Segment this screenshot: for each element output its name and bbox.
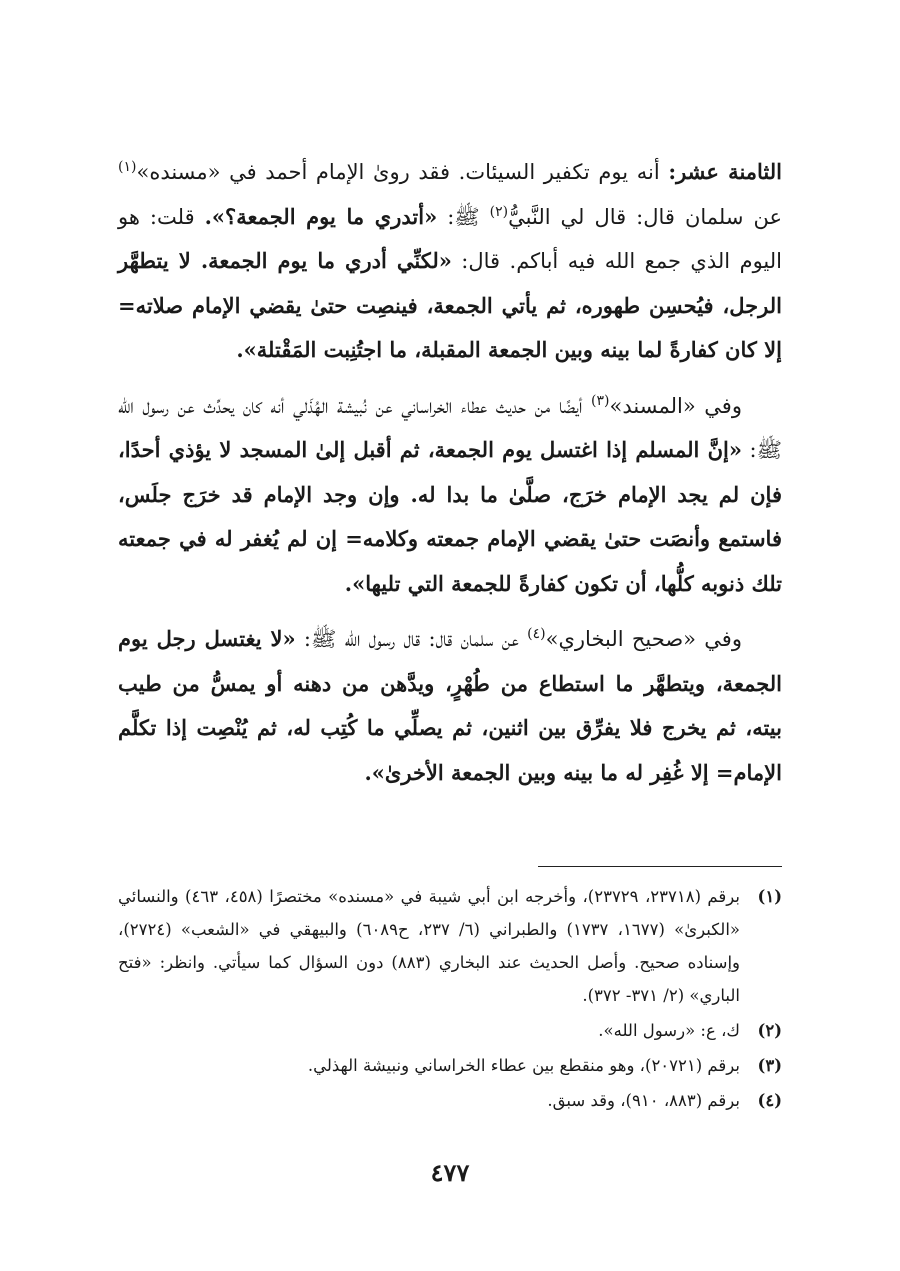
paragraph-3 xyxy=(118,617,782,795)
hadith-quote: «أتدري ما يوم الجمعة؟». xyxy=(204,203,438,229)
footnote-text: برقم (٨٨٣، ٩١٠)، وقد سبق. xyxy=(547,1091,740,1110)
main-text xyxy=(118,150,782,806)
paragraph-text: ﷺ: xyxy=(437,204,490,229)
paragraph-text: عن سلمان قال: قال لي النَّبيُّ xyxy=(508,204,782,229)
footnotes xyxy=(118,880,782,1119)
footnote-item xyxy=(118,1084,782,1117)
footnote-item xyxy=(118,1049,782,1082)
paragraph-1 xyxy=(118,150,782,373)
paragraph-text: أيضًا من حديث عطاء الخراساني عن نُبيشة الهُذَلي أنه كان يحدِّث عن رسول الله ﷺ: xyxy=(118,393,782,462)
hadith-quote: «لا يغتسل رجل يوم الجمعة، ويتطهَّر ما استطاع من طُهْرٍ، ويدَّهن من دهنه أو يمسُّ من طيب بيته، ثم يخرج فلا يفرِّق بين اثنين، ثم يصلِّي ما كُتِب له، ثم يُنْصِت إذا تكلَّم الإمام= إلا غُفِر له ما بينه وبين الجمعة الأخرىٰ». xyxy=(118,626,782,785)
paragraph-text: قلت: هو اليوم الذي جمع الله فيه أباكم. قال: xyxy=(118,204,782,273)
footnote-number: (٣) xyxy=(757,1056,782,1075)
footnote-item xyxy=(118,880,782,1012)
paragraph-text: أنه يوم تكفير السيئات. فقد روىٰ الإمام أحمد في «مسنده» xyxy=(136,160,669,184)
footnote-ref[interactable]: (٣) xyxy=(591,392,610,409)
footnote-ref[interactable]: (٢) xyxy=(489,203,509,220)
footnote-number: (٢) xyxy=(757,1021,782,1040)
footnote-ref[interactable]: (١) xyxy=(118,159,137,175)
hadith-quote: «لكنِّي أدري ما يوم الجمعة. لا يتطهَّر الرجل، فيُحسِن طهوره، ثم يأتي الجمعة، فينصِت حتىٰ يقضي الإمام صلاته= إلا كان كفارةً لما بينه وبين الجمعة المقبلة، ما اجتُنِبت المَقْتلة». xyxy=(118,248,782,362)
footnote-ref[interactable]: (٤) xyxy=(527,626,546,642)
paragraph-text: وفي «صحيح البخاري» xyxy=(545,627,742,651)
paragraph-text: وفي «المسند» xyxy=(609,393,742,418)
paragraph-text: عن سلمان قال: قال رسول الله ﷺ: xyxy=(295,627,528,651)
footnote-divider xyxy=(538,866,782,867)
paragraph-2 xyxy=(118,384,782,607)
footnote-text: برقم (٢٠٧٢١)، وهو منقطع بين عطاء الخراساني ونبيشة الهذلي. xyxy=(307,1056,740,1075)
page-number: ٤٧٧ xyxy=(430,1158,470,1187)
footnote-text: برقم (٢٣٧١٨، ٢٣٧٢٩)، وأخرجه ابن أبي شيبة في «مسنده» مختصرًا (٤٥٨، ٤٦٣) والنسائي «الكبرىٰ» (١٦٧٧، ١٧٣٧) والطبراني (٦/ ٢٣٧، ح٦٠٨٩) والبيهقي في «الشعب» (٢٧٢٤)، وإسناده صحيح. وأصل الحديث عند البخاري (٨٨٣) دون السؤال كما سيأتي. وانظر: «فتح الباري» (٢/ ٣٧١- ٣٧٢). xyxy=(118,887,741,1005)
section-lead: الثامنة عشر: xyxy=(668,159,782,184)
hadith-quote: «إنَّ المسلم إذا اغتسل يوم الجمعة، ثم أقبل إلىٰ المسجد لا يؤذي أحدًا، فإن لم يجد الإمام خرَج، صلَّىٰ ما بدا له. وإن وجد الإمام قد خرَج جلَس، فاستمع وأنصَت حتىٰ يقضي الإمام جمعته وكلامه= إن لم يُغفر له في جمعته تلك ذنوبه كلُّها، أن تكون كفارةً للجمعة التي تليها». xyxy=(118,437,782,596)
footnote-text: ك، ع: «رسول الله». xyxy=(598,1021,740,1040)
footnote-item xyxy=(118,1014,782,1047)
footnote-number: (٤) xyxy=(757,1091,782,1110)
footnote-number: (١) xyxy=(757,887,782,906)
